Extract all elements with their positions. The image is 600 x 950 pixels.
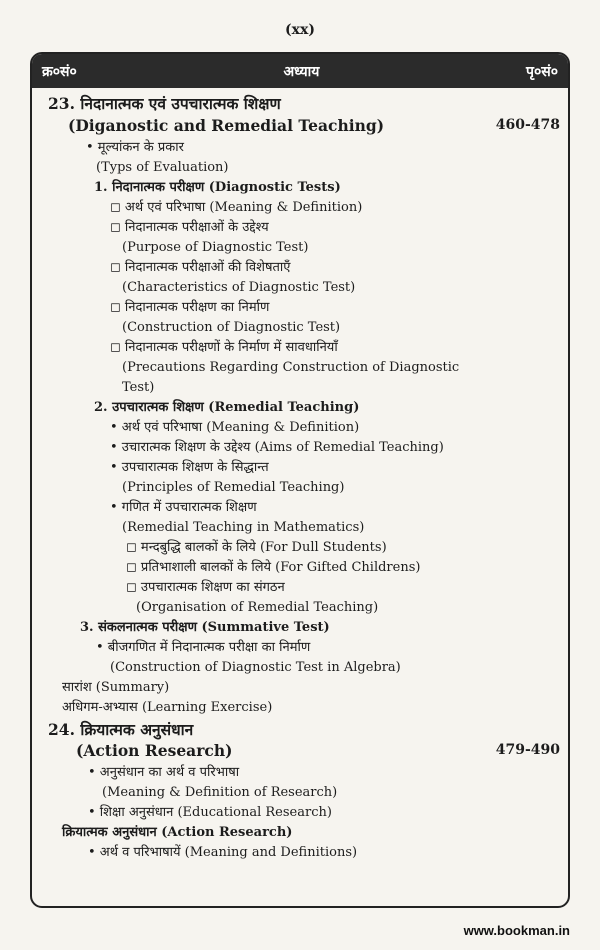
chapter-23-pages: 460-478: [495, 117, 560, 133]
chapter-24-subtitle: (Action Research): [76, 741, 233, 760]
list-item: (Organisation of Remedial Teaching): [136, 600, 379, 615]
list-item: (Characteristics of Diagnostic Test): [122, 280, 356, 295]
list-item: ◻ निदानात्मक परीक्षाओं की विशेषताएँ: [110, 260, 291, 275]
list-item: (Purpose of Diagnostic Test): [122, 240, 309, 255]
list-item: ◻ निदानात्मक परीक्षाओं के उद्देश्य: [110, 220, 269, 235]
list-item: ◻ निदानात्मक परीक्षणों के निर्माण में सावधानियाँ: [110, 340, 338, 355]
contents-table: [30, 52, 570, 908]
list-item: ◻ प्रतिभाशाली बालकों के लिये (For Gifted Childrens): [126, 560, 421, 575]
list-item: • उचारात्मक शिक्षण के उद्देश्य (Aims of Remedial Teaching): [110, 440, 444, 455]
list-item: • बीजगणित में निदानात्मक परीक्षा का निर्माण: [96, 640, 311, 655]
watermark: www.bookman.in: [463, 923, 570, 938]
summary-item: सारांश (Summary): [62, 680, 170, 695]
section-heading: 2. उपचारात्मक शिक्षण (Remedial Teaching): [94, 400, 360, 415]
chapter-24-pages: 479-490: [495, 742, 560, 758]
list-item: • अर्थ व परिभाषायें (Meaning and Definitions): [88, 845, 358, 860]
list-item: (Precautions Regarding Construction of Diagnostic: [122, 360, 460, 375]
section-heading: क्रियात्मक अनुसंधान (Action Research): [62, 825, 293, 840]
header-page: पृ०सं०: [526, 63, 558, 80]
list-item: (Principles of Remedial Teaching): [122, 480, 345, 495]
list-item: (Typs of Evaluation): [96, 160, 229, 175]
list-item: • गणित में उपचारात्मक शिक्षण: [110, 500, 257, 515]
list-item: (Construction of Diagnostic Test in Algebra): [110, 660, 401, 675]
header-chapter: अध्याय: [283, 63, 320, 80]
list-item: (Construction of Diagnostic Test): [122, 320, 341, 335]
list-item: (Meaning & Definition of Research): [102, 785, 338, 800]
chapter-23-subtitle: (Diganostic and Remedial Teaching): [68, 116, 385, 135]
list-item: ◻ अर्थ एवं परिभाषा (Meaning & Definition): [110, 200, 363, 215]
list-item: ◻ उपचारात्मक शिक्षण का संगठन: [126, 580, 285, 595]
list-item: • उपचारात्मक शिक्षण के सिद्धान्त: [110, 460, 269, 475]
page-number: (xx): [285, 22, 315, 38]
list-item: • मूल्यांकन के प्रकार: [86, 140, 184, 155]
list-item: • अनुसंधान का अर्थ व परिभाषा: [88, 765, 240, 780]
list-item: (Remedial Teaching in Mathematics): [122, 520, 365, 535]
table-header: [32, 54, 568, 88]
exercise-item: अधिगम-अभ्यास (Learning Exercise): [62, 700, 273, 715]
section-heading: 1. निदानात्मक परीक्षण (Diagnostic Tests): [94, 180, 341, 195]
list-item: ◻ मन्दबुद्धि बालकों के लिये (For Dull Students): [126, 540, 387, 555]
list-item: • शिक्षा अनुसंधान (Educational Research): [88, 805, 332, 820]
header-serial: क्र०सं०: [42, 63, 77, 80]
section-heading: 3. संकलनात्मक परीक्षण (Summative Test): [80, 620, 330, 635]
chapter-23-title: 23. निदानात्मक एवं उपचारात्मक शिक्षण: [48, 94, 281, 113]
chapter-24-title: 24. क्रियात्मक अनुसंधान: [48, 720, 194, 739]
list-item: ◻ निदानात्मक परीक्षण का निर्माण: [110, 300, 270, 315]
list-item: Test): [122, 380, 155, 395]
list-item: • अर्थ एवं परिभाषा (Meaning & Definition): [110, 420, 360, 435]
